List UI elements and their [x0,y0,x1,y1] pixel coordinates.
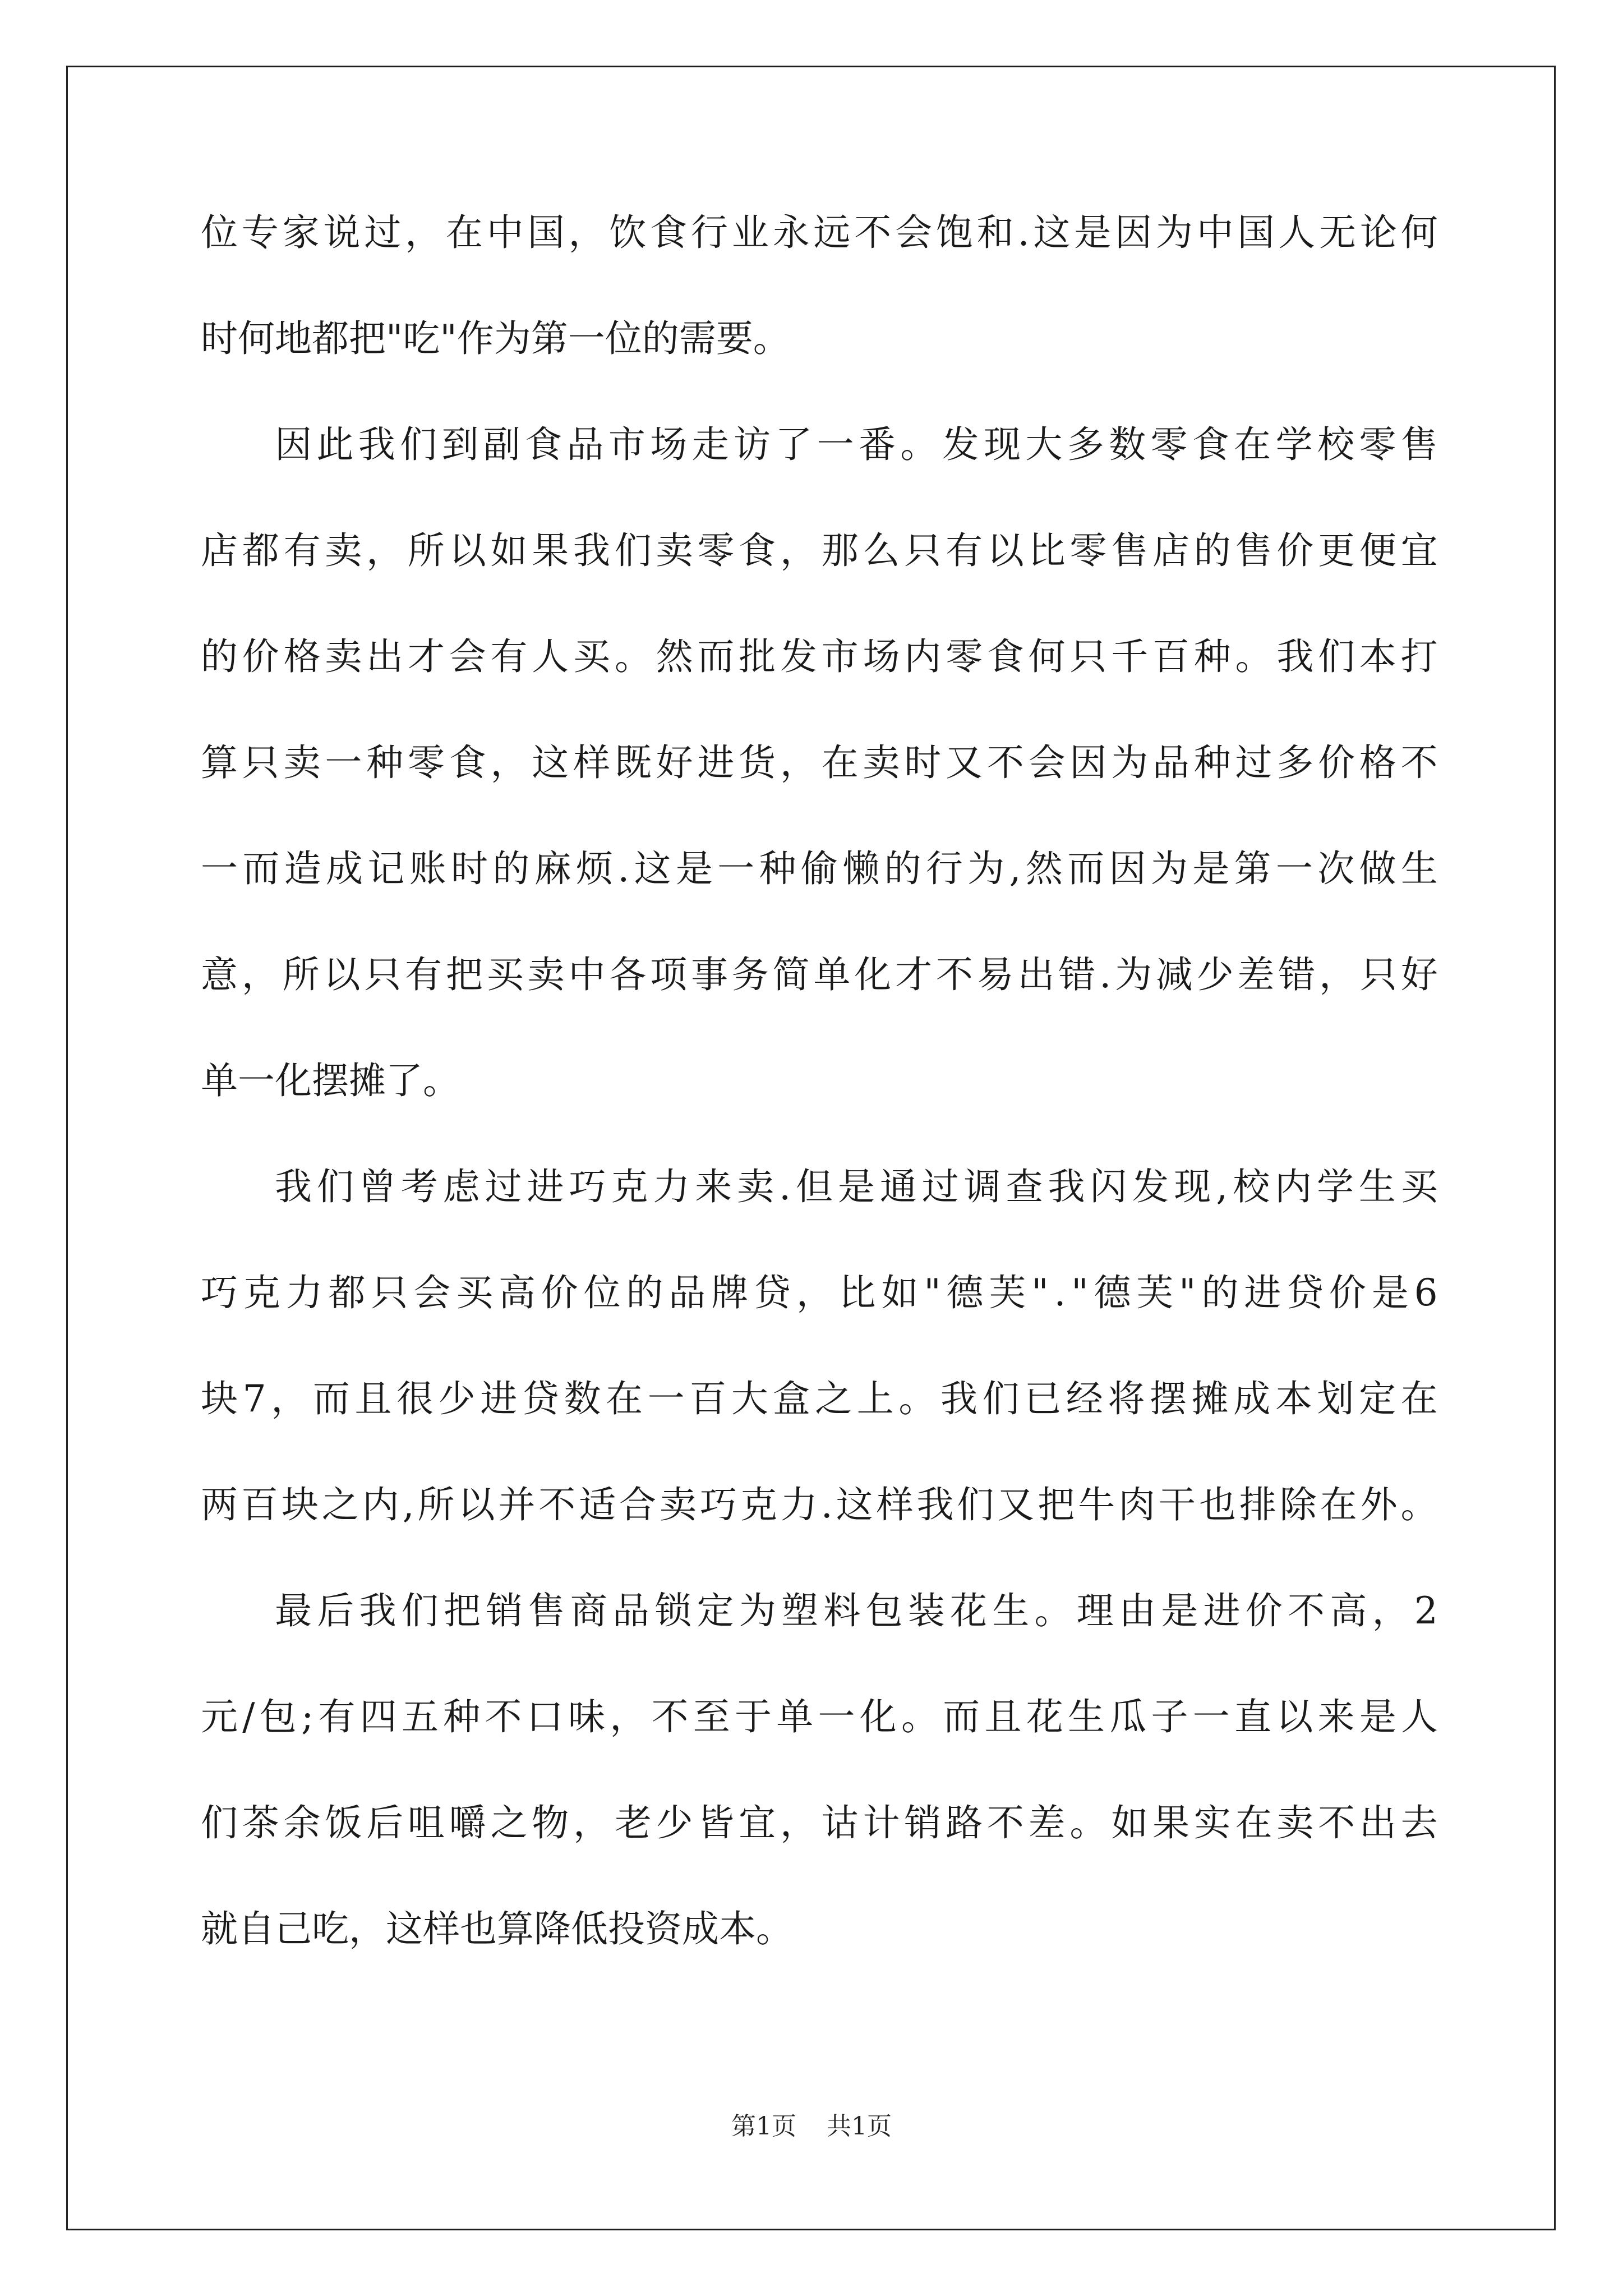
text-line: 们 茶 余 饭 后 咀 嚼 之 物 ， 老 少 皆 宜 ， 诂 计 销 路 不 差 。 如 果 实 在 卖 不 出 去 [201,1801,1438,1844]
page-footer [0,2106,1623,2142]
page-total: 共1页 [827,2112,892,2141]
text-line: 算 只 卖 一 种 零 食 ， 这 样 既 好 进 货 ， 在 卖 时 又 不 会 因 为 品 种 过 多 价 格 不 [201,741,1438,784]
text-line: 单一化摆摊了。 [201,1059,460,1102]
text-line: 因 此 我 们 到 副 食 品 市 场 走 访 了 一 番 。 发 现 大 多 数 零 食 在 学 校 零 售 [275,423,1438,466]
text-line: 位 专 家 说 过 ， 在 中 国 ， 饮 食 行 业 永 远 不 会 饱 和 . 这 是 因 为 中 国 人 无 论 何 [201,211,1438,254]
text-line: 的 价 格 卖 出 才 会 有 人 买 。 然 而 批 发 市 场 内 零 食 何 只 千 百 种 。 我 们 本 打 [201,635,1438,678]
text-line: 我 们 曾 考 虑 过 进 巧 克 力 来 卖 . 但 是 通 过 调 查 我 闪 发 现 , 校 内 学 生 买 [275,1165,1438,1208]
text-line: 两 百 块 之 内 , 所 以 并 不 适 合 卖 巧 克 力 . 这 样 我 们 又 把 牛 肉 干 也 排 除 在 外 。 [201,1483,1438,1526]
text-line: 最 后 我 们 把 销 售 商 品 锁 定 为 塑 料 包 装 花 生 。 理 由 是 进 价 不 高 ， 2 [275,1589,1438,1632]
text-line: 元 / 包 ; 有 四 五 种 不 口 味 ， 不 至 于 单 一 化 。 而 且 花 生 瓜 子 一 直 以 来 是 人 [201,1695,1438,1738]
text-line: 意 ， 所 以 只 有 把 买 卖 中 各 项 事 务 简 单 化 才 不 易 出 错 . 为 减 少 差 错 ， 只 好 [201,953,1438,996]
text-line: 时何地都把"吃"作为第一位的需要。 [201,317,790,360]
text-line: 块 7 ， 而 且 很 少 进 贷 数 在 一 百 大 盒 之 上 。 我 们 已 经 将 摆 摊 成 本 划 定 在 [201,1377,1438,1420]
text-line: 巧 克 力 都 只 会 买 高 价 位 的 品 牌 贷 ， 比 如 " 德 芙 " . " 德 芙 " 的 进 贷 价 是 6 [201,1271,1438,1314]
document-body [201,211,1438,2017]
text-line: 店 都 有 卖 ， 所 以 如 果 我 们 卖 零 食 ， 那 么 只 有 以 比 零 售 店 的 售 价 更 便 宜 [201,529,1438,572]
page-number: 第1页 [731,2112,796,2141]
text-line: 就自己吃，这样也算降低投资成本。 [201,1907,793,1950]
text-line: 一 而 造 成 记 账 时 的 麻 烦 . 这 是 一 种 偷 懒 的 行 为 , 然 而 因 为 是 第 一 次 做 生 [201,847,1438,890]
